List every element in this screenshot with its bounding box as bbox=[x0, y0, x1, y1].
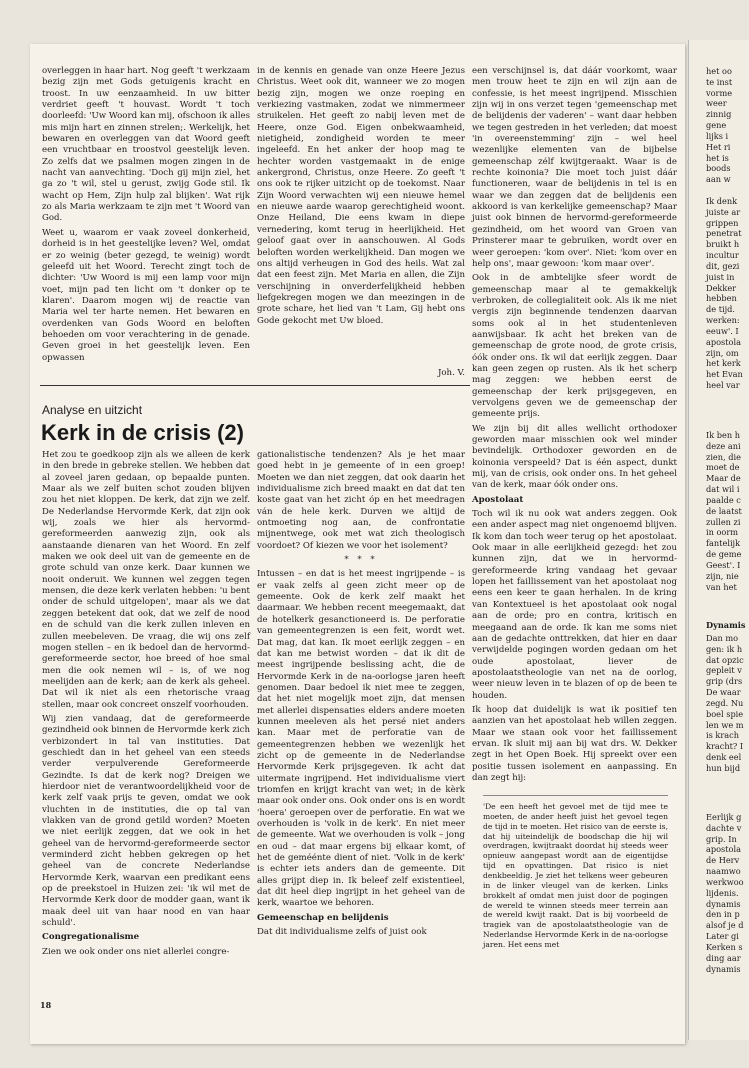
body-column-1 bbox=[42, 450, 250, 990]
fragment-line: penetrat bbox=[706, 228, 742, 239]
subhead-gemeenschap: Gemeenschap en belijdenis bbox=[257, 912, 389, 923]
fragment-line: Geest'. I bbox=[706, 559, 741, 570]
fragment-line: apostola bbox=[706, 336, 741, 347]
subhead-apostolaat: Apostolaat bbox=[472, 494, 524, 505]
fragment-line: gene bbox=[706, 120, 727, 131]
fragment-line: het is bbox=[706, 152, 729, 163]
paragraph: Ik hoop dat duidelijk is wat ik positief ten aanzien van het apostolaat heb willen zeggen. Maar we staan ook voor het faillissement ervan. Ik sluit mij aan bij wat drs. W. Dekker zegt in het Open Boek. Hij spreekt over een positie tussen isolement en aanpassing. En dan zegt hij: bbox=[472, 704, 677, 783]
fragment-line: hebben bbox=[706, 293, 737, 304]
body-column-2 bbox=[257, 450, 465, 990]
fragment-line: boel spie bbox=[706, 708, 744, 719]
fragment-line: grippen bbox=[706, 217, 739, 228]
fragment-line: lijdenis. bbox=[706, 887, 739, 898]
fragment-line: dachte v bbox=[706, 822, 742, 833]
fragment-line: kracht? I bbox=[706, 741, 744, 752]
fragment-line: te inst bbox=[706, 76, 733, 87]
fragment-line: Later gi bbox=[706, 931, 739, 942]
fragment-line: incultur bbox=[706, 250, 739, 261]
fragment-line: de tijd. bbox=[706, 304, 735, 315]
next-page-fragment-b bbox=[706, 196, 743, 391]
paragraph: in de kennis en genade van onze Heere Jezus Christus. Weet ook dit, wanneer we zo mogen bezig zijn, mogen we onze roeping en verkiezing vastmaken, zodat we nimmermeer struikelen. Het geeft zo nabij leven met de Heere, onze God. Eigen onbekwaamheid, nietigheid, zondigheid worden te meer ingeleefd. En het anker der hoop mag te hechter worden vastgemaakt in de enige ankergrond, Christus, onze Heere. Zo geeft 't ons ook te rijker uitzicht op de toekomst. Naar Zijn Woord verwachten wij een nieuwe hemel en nieuwe aarde waarop gerechtigheid woont. Onze Heiland, Die eens kwam in diepe vernedering, komt terug in heerlijkheid. Het geloof gaat over in aanschouwen. Al Gods beloften worden werkelijkheid. Dan mogen we ons altijd verheugen in God des heils. Wat zal dat een feest zijn. Met Maria en allen, die Zijn verschijning in onverderfelijkheid hebben liefgekregen mogen we dan meezingen in de grote schare, het lied van 't Lam, Gij hebt ons Gode gekocht met Uw bloed. bbox=[257, 66, 465, 326]
fragment-line: Het ri bbox=[706, 141, 731, 152]
fragment-line: moet de bbox=[706, 462, 740, 473]
fragment-line: hun bijd bbox=[706, 762, 741, 773]
fragment-line: naamwo bbox=[706, 866, 741, 877]
article-kicker: Analyse en uitzicht bbox=[42, 403, 143, 417]
fragment-line: het oo bbox=[706, 66, 732, 76]
paragraph: Wij zien vandaag, dat de gereformeerde gezindheid ook binnen de Hervormde kerk zich verbizondert in tal van instituties. Dat geschiedt dan in het geheel van een steeds verder verpulverende Gereformeerde Gezindte. Is dat de kerk nog? Dreigen we hierdoor niet de verantwoordelijkheid voor de kerk zelf vaak prijs te geven, omdat we ook vluchten in de instituties, die op tal van vlakken van de grond getild worden? Moeten we niet eerlijk zeggen, dat we ook in het geheel van de hervormd-gereformeerde sector verminderd zicht hebben gekregen op het geheel van de concrete Nederlandse Hervormde Kerk, waarvan een predikant eens op de preekstoel in Huizen zei: 'ik wil met de Hervormde Kerk door de modder gaan, want ik maak deel uit van haar nood en van haar schuld'. bbox=[42, 713, 250, 929]
fragment-line: boods bbox=[706, 163, 731, 174]
fragment-line: dat opzic bbox=[706, 654, 744, 665]
body-column-3 bbox=[472, 66, 677, 788]
fragment-line: in oorm bbox=[706, 527, 739, 538]
fragment-line: bruikt h bbox=[706, 239, 740, 250]
fragment-line: Dekker bbox=[706, 282, 737, 293]
fragment-line: de laatst bbox=[706, 505, 742, 516]
fragment-line: de Herv bbox=[706, 855, 740, 866]
fragment-line: zullen zi bbox=[706, 516, 741, 527]
fragment-line: is krach bbox=[706, 730, 740, 741]
signature: Joh. V. bbox=[437, 368, 465, 378]
paragraph: een verschijnsel is, dat dáár voorkomt, waar men trouw heet te zijn en wil zijn aan de confessie, is het meest ingrijpend. Misschien zijn wij in ons verzet tegen 'gemeenschap met de belijdenis der vaderen' – want daar hebben we tegen gestreden in het verleden; dat moest 'in overeenstemming' zijn – wel heel wezenlijke elementen van de bijbelse gemeenschap zélf kwijtgeraakt. Waar is de rechte koinonia? Die moet toch juist dáár functioneren, waar de belijdenis in tel is en waar we dan zeggen dat de belijdenis een akkoord is van kerkelijke gemeenschap? Maar juist ook binnen de hervormd-gereformeerde gezindheid, om het woord van Groen van Prinsterer maar te gebruiken, wordt over en weer geroepen: 'kom over'. Niet: 'kom over en help ons', maar gewoon: 'kom maar over'. bbox=[472, 66, 677, 269]
paragraph: Ook in de ambtelijke sfeer wordt de gemeenschap maar al te gemakkelijk verbroken, de collegialiteit ook. Als ik me niet vergis zijn beginnende tendenzen daarvan soms ook al in het studentenleven aanwijsbaar. Ik acht het breken van de gemeenschap de grote nood, de grote crisis, óók onder ons. Ik wil dat eerlijk zeggen. Daar kan geen zegen op rusten. Als ik het scherp mag zeggen: we hebben eerst de gemeenschap der kerk prijsgegeven, en vervolgens geven we de gemeenschap der gemeente prijs. bbox=[472, 273, 677, 420]
fragment-line: zegd. Nu bbox=[706, 697, 744, 708]
article-headline: Kerk in de crisis (2) bbox=[41, 420, 244, 445]
fragment-line: gepleit v bbox=[706, 665, 742, 676]
fragment-line: zinnig bbox=[706, 109, 732, 120]
next-page-fragment-d bbox=[706, 633, 744, 774]
column-1-tail: Zien we ook onder ons niet allerlei congre- bbox=[42, 946, 230, 957]
fragment-line: Eerlijk g bbox=[706, 812, 742, 822]
fragment-line: eeuw'. I bbox=[706, 325, 739, 336]
next-page-fragment-e bbox=[706, 812, 744, 974]
fragment-line: juiste ar bbox=[706, 206, 741, 217]
fragment-line: weer bbox=[706, 98, 727, 109]
block-quote: 'De een heeft het gevoel met de tijd mee te moeten, de ander heeft juist het gevoel tegen de tijd in te moeten. Het risico van de eerste is, dat hij uiteindelijk de boodschap die hij wil overdragen, kwijtraakt doordat hij steeds weer opnieuw aangepast wordt aan de eigentijdse tijd en opvattingen. Dat risico is niet denkbeeldig. Je ziet het telkens weer gebeuren in de linker vleugel van de kerken. Links brokkelt af omdat men juist door de pogingen de wereld te winnen steeds meer terrein aan de wereld kwijt raakt. Dat is bij voorbeeld de tragiek van de apostolaatstheologie van de Nederlandse Hervormde Kerk in de na-oorlogse jaren. Het eens met bbox=[483, 795, 668, 950]
fragment-line: dit, gezi bbox=[706, 260, 740, 271]
fragment-line: denk eel bbox=[706, 752, 742, 763]
fragment-line: dynamis bbox=[706, 898, 741, 909]
fragment-line: Maar de bbox=[706, 473, 741, 484]
paragraph: Het zou te goedkoop zijn als we alleen de kerk in den brede in gebreke stellen. We hebben dat al zoveel jaren gedaan, op bepaalde punten. Maar als we zelf buiten schot zouden blijven zou het niet kloppen. De kerk, dat zijn we zelf. De Nederlandse Hervormde Kerk, dat zijn ook wij, zoals we hier als hervormd-gereformeerden aanwezig zijn, ook als aanstaande dienaren van het Woord. En zelf maken we ook deel uit van de gemeente en de grote schuld van onze kerk. Daar kunnen we nooit onderuit. We kunnen wel zeggen tegen mensen, die deze kerk verlaten hebben: 'u bent onder de schuld uitgelopen', maar als we dat zeggen betekent dat ook, dat we zelf de nood en de schuld van die kerk zullen inleven en zullen meebeleven. De vraag, die wij ons zelf mogen stellen – en ik bedoel dan de hervormd-gereformeerde sector, hoe breed of hoe smal men die ook nemen wil – is, of we nog meelijden aan de kerk; aan de kerk als geheel. Dat wil ik niet als een rhetorische vraag stellen, maar ook concreet onszelf voorhouden. bbox=[42, 450, 250, 710]
fragment-line: het Evan bbox=[706, 369, 743, 380]
fragment-line: dat wil i bbox=[706, 484, 740, 495]
column-2-tail: Dat dit individualisme zelfs of juist ook bbox=[257, 927, 427, 938]
next-page-subhead: Dynamis bbox=[706, 620, 746, 630]
fragment-line: juist in bbox=[706, 271, 735, 282]
fragment-line: fantelijk bbox=[706, 538, 741, 549]
fragment-line: apostola bbox=[706, 844, 741, 855]
fragment-line: zien, die bbox=[706, 451, 741, 462]
paragraph: gationalistische tendenzen? Als je het maar goed hebt in je gemeente of in een groep! Moeten we dan niet zeggen, dat ook daarin het individualisme zich breed maakt en dat dat ten koste gaat van het zicht óp en het meedragen ván de hele kerk. Durven we altijd de ontmoeting nog aan, de confrontatie mijnentwege, ook met wat zich theologisch voordoet? Of kiezen we voor het isolement? bbox=[257, 450, 465, 551]
next-page-fragment-c bbox=[706, 430, 742, 592]
fragment-line: Ik denk bbox=[706, 196, 738, 206]
fragment-line: grip (drs bbox=[706, 676, 743, 687]
fragment-line: alsof je d bbox=[706, 920, 744, 931]
divider-rule bbox=[40, 385, 470, 386]
fragment-line: het kerk bbox=[706, 358, 741, 369]
fragment-line: aan w bbox=[706, 174, 731, 185]
fragment-line: deze ani bbox=[706, 440, 741, 451]
fragment-line: Ik ben h bbox=[706, 430, 741, 440]
fragment-line: gen: ik h bbox=[706, 643, 743, 654]
fragment-line: zijn, om bbox=[706, 347, 739, 358]
fragment-line: len we m bbox=[706, 719, 744, 730]
paragraph: Toch wil ik nu ook wat anders zeggen. Ook een ander aspect mag niet ongenoemd blijven. Ik kom dan toch weer terug op het apostolaat. Ook maar in alle eerlijkheid gezegd: het zou kunnen zijn, dat we in hervormd-gereformeerde kring vandaag het gevaar lopen het faillissement van het apostolaat nog eens een keer te gaan herhalen. In de kring van Kontextueel is het apostolaat ook nogal aan de orde; pro en contra, kritisch en meegaand aan de orde. Ik kan me soms niet aan de gedachte onttrekken, dat hier en daar verwijdelde pogingen worden gedaan om het oude apostolaat, liever de apostolaatstheologie van net na de oorlog, weer nieuw leven in te blazen of op de been te houden. bbox=[472, 509, 677, 701]
fragment-line: grip. In bbox=[706, 833, 737, 844]
paragraph: Weet u, waarom er vaak zoveel donkerheid, dorheid is in het geestelijke leven? Wel, omdat er zo weinig (beter gezegd, te weinig) wordt geleefd uit het Woord. Terecht zingt toch de dichter: 'Uw Woord is mij een lamp voor mijn voet, mijn pad ten licht om 't donker op te klaren'. Daarom mogen wij de reactie van Maria wel ter harte nemen. Het bewaren en overdenken van Gods Woord en beloften behoeden om voor verachtering in de genade. Geven groei in het geestelijk leven. Een opwassen bbox=[42, 227, 250, 363]
fragment-line: lijks i bbox=[706, 130, 729, 141]
fragment-line: dynamis bbox=[706, 963, 741, 974]
fragment-line: ding aar bbox=[706, 952, 741, 963]
subhead-congregationalisme: Congregationalisme bbox=[42, 932, 140, 943]
paragraph: Intussen – en dat is het meest ingrijpende – is er vaak zelfs al geen zicht meer op de gemeente. Ook de kerk zelf maakt het daarmaar. We hebben recent meegemaakt, dat de hotelkerk gesanctioneerd is. De perforatie van gemeentegrenzen is een feit, wordt wet. Dat mag, dat kan. Ik moet eerlijk zeggen – en dat kan me betwist worden – dat ik dit de meest ingrijpende beslissing acht, die de Hervormde Kerk in de na-oorlogse jaren heeft genomen. Daar bedoel ik niet mee te zeggen, dat het niet mogelijk moet zijn, dat mensen met allerlei dispensaties elders andere moeten kunnen meeleven als het persé niet anders kan. Maar met de perforatie van de gemeentegrenzen hebben we wezenlijk het zicht op de gemeente in de Nederlandse Hervormde Kerk prijsgegeven. Ik acht dat uitermate ingrijpend. Het individualisme viert triomfen en krijgt kracht van wet; in de kèrk maar ook onder ons. Ook onder ons is en wordt 'hoera' geroepen over de perforatie. En wat we overhouden is 'volk in de kerk'. En niet meer de gemeente. Wat we overhouden is volk – jong en oud – dat maar ergens bij elkaar komt, of het de geméénte dient of niet. 'Volk in de kerk' is echter iets anders dan de gemeente. Dit alles grijpt diep in. Ik beleef zelf existentieel, dat dit heel diep ingrijpt in het geheel van de kerk, waartoe we behoren. bbox=[257, 569, 465, 909]
fragment-line: heel var bbox=[706, 380, 740, 391]
fragment-line: paalde c bbox=[706, 494, 741, 505]
fragment-line: de geme bbox=[706, 549, 742, 560]
paragraph: We zijn bij dit alles wellicht orthodoxer geworden maar misschien ook wel minder bevindelijk. Orthodoxer geworden en de koinonia verspeeld? Dat is één aspect, dunkt mij, van de crisis, ook onder ons. In het geheel van de kerk, maar óók onder ons. bbox=[472, 423, 677, 491]
next-page-fragment-a bbox=[706, 66, 732, 185]
fragment-line: Kerken s bbox=[706, 941, 743, 952]
fragment-line: werkwoo bbox=[706, 876, 744, 887]
paragraph: overleggen in haar hart. Nog geeft 't werkzaam bezig zijn met Gods getuigenis kracht en troost. In uw eenzaamheid. In uw bitter verdriet geeft 't houvast. Wordt 't toch doorleefd: 'Uw Woord kan mij, ofschoon ik alles mis mijn hart en zinnen strelen;. Werkelijk, het bewaren en overleggen van dat Woord geeft een vruchtbaar en troostvol geestelijk leven. Zo zelfs dat we psalmen mogen zingen in de nacht van aanvechting. 'Doch gij mijn ziel, het ga zo 't wil, stel u gerust, zwijg Gode stil. Ik wacht op Hem, Zijn hulp zal blijken'. Wat rijk zo als Maria werkzaam te zijn met 't Woord van God. bbox=[42, 66, 250, 224]
fragment-line: Dan mo bbox=[706, 633, 739, 643]
fragment-line: den in p bbox=[706, 909, 740, 920]
fragment-line: De waar bbox=[706, 687, 741, 698]
fragment-line: vorme bbox=[706, 87, 733, 98]
top-column-2 bbox=[257, 66, 465, 366]
section-break: * * * bbox=[344, 555, 378, 566]
fragment-line: van het bbox=[706, 581, 737, 592]
top-column-1 bbox=[42, 66, 250, 388]
page-number: 18 bbox=[40, 1000, 52, 1010]
fragment-line: zijn, nie bbox=[706, 570, 739, 581]
fragment-line: werken: bbox=[706, 315, 740, 326]
